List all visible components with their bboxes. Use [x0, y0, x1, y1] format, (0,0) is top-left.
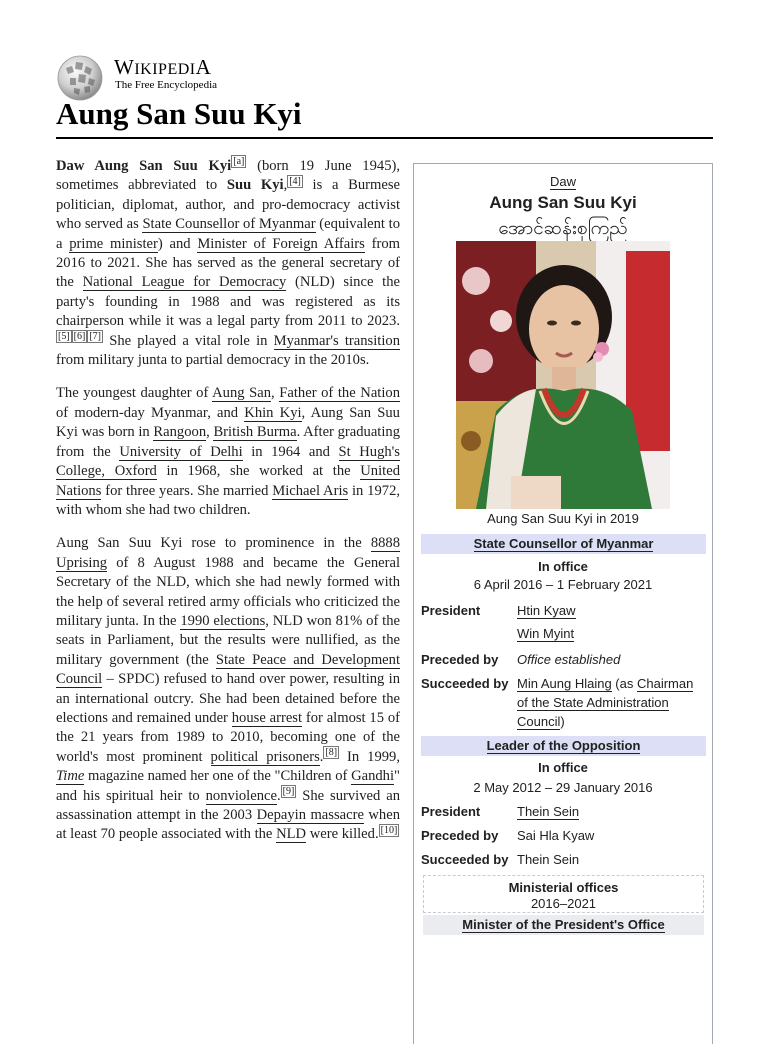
- link-british-burma[interactable]: British Burma: [213, 424, 297, 441]
- short-name: Suu Kyi: [226, 177, 284, 194]
- row-value: Thein Sein: [517, 852, 580, 867]
- link-foreign-minister[interactable]: Minister of Foreign Affairs: [197, 235, 365, 252]
- link-htin-kyaw[interactable]: Htin Kyaw: [517, 603, 576, 618]
- text: for almost 15 of the 21 years from 1989 to 2010, becoming one of the world's most prominent: [56, 709, 400, 765]
- text: ) and: [157, 235, 198, 252]
- subject-name: Daw Aung San Suu Kyi: [56, 158, 232, 174]
- footnote-10[interactable]: [379, 824, 400, 837]
- text: ,: [271, 385, 280, 402]
- footnote-link[interactable]: [9]: [282, 785, 295, 797]
- paragraph-3: [56, 534, 400, 845]
- footnote-8[interactable]: [323, 746, 339, 759]
- footnote-link[interactable]: [6]: [73, 330, 86, 342]
- wordmark-w: W: [114, 55, 135, 79]
- row-value: [517, 601, 707, 643]
- text: – SPDC) refused to hand over power, resulting in an international outcry. She had been detained before the elections and remained under: [56, 671, 400, 726]
- text: The youngest daughter of: [56, 385, 213, 402]
- page-title: Aung San Suu Kyi: [56, 96, 302, 131]
- office-title-link[interactable]: Minister of the President's Office: [462, 917, 665, 932]
- footnote-link[interactable]: [8]: [325, 746, 338, 758]
- text: from 2016 to 2021. She has served as the general secretary of the: [56, 235, 400, 291]
- wordmark-a: A: [195, 55, 212, 79]
- text: In 1999,: [339, 748, 400, 765]
- title-divider: [56, 137, 713, 139]
- text: .: [276, 787, 281, 804]
- office-dates: 2 May 2012 – 29 January 2016: [473, 780, 653, 795]
- office-title-link[interactable]: Leader of the Opposition: [486, 738, 641, 753]
- photo-caption: Aung San Suu Kyi in 2019: [487, 511, 639, 526]
- text: for three years. She married: [101, 482, 273, 499]
- footnote-link[interactable]: [7]: [89, 330, 102, 342]
- link-university-of-delhi[interactable]: University of Delhi: [119, 443, 243, 460]
- portrait-photo[interactable]: [456, 241, 670, 509]
- in-office-label: In office: [538, 760, 588, 775]
- office-title-link[interactable]: State Counsellor of Myanmar: [473, 536, 654, 551]
- wikipedia-wordmark[interactable]: [114, 55, 211, 80]
- footnote-6[interactable]: [72, 330, 88, 343]
- row-value: Office established: [517, 652, 621, 667]
- link-depayin-massacre[interactable]: Depayin massacre: [256, 807, 364, 823]
- text: in 1964 and: [242, 443, 339, 460]
- link-thein-sein[interactable]: Thein Sein: [517, 804, 580, 819]
- link-win-myint[interactable]: Win Myint: [517, 626, 575, 641]
- row-value: Sai Hla Kyaw: [517, 828, 595, 843]
- honorific-link[interactable]: Daw: [549, 174, 576, 189]
- link-father-of-nation[interactable]: Father of the Nation: [279, 385, 400, 402]
- wordmark-rest: IKIPEDI: [134, 61, 196, 78]
- link-nld-2[interactable]: NLD: [276, 826, 307, 843]
- paragraph-2: [56, 384, 400, 520]
- link-house-arrest[interactable]: house arrest: [231, 709, 303, 726]
- link-political-prisoners[interactable]: political prisoners: [210, 748, 320, 765]
- wikipedia-tagline: The Free Encyclopedia: [115, 79, 218, 91]
- ministerial-years: 2016–2021: [530, 896, 597, 911]
- link-8888-uprising[interactable]: 8888 Uprising: [56, 535, 400, 571]
- link-time-magazine[interactable]: Time: [56, 768, 85, 785]
- footnote-link[interactable]: [4]: [289, 175, 301, 187]
- row-label: Preceded by: [421, 652, 499, 667]
- row-label: Succeeded by: [421, 676, 509, 691]
- link-min-aung-hlaing[interactable]: Min Aung Hlaing: [517, 676, 612, 691]
- ministerial-offices-toggle[interactable]: [423, 875, 704, 913]
- text: " and his spiritual heir to: [56, 768, 400, 804]
- office-header-opposition-leader: [421, 736, 706, 756]
- text: is a Burmese politician, diplomat, author, and pro-democracy activist who served as: [56, 177, 400, 233]
- paragraph-1: Daw Aung San Suu Kyi [a] (born 19 June 1945), sometimes abbreviated to Suu Kyi, [4] is a Burmese politician, diplomat, author, and pro-democracy activist who served as State Counsellor of Myanmar (equivalent to a prime minister) and Minister of Foreign Affairs from 2016 to 2021. She has served as the general secretary of the National League for Democracy (NLD) since the party's founding in 1988 and was registered as its chairperson while it was a legal party from 2011 to 2023.[5] [6] [7] She played a vital role in Myanmar's transition from military junta to partial democracy in the 2010s.: [56, 156, 400, 369]
- link-sac-chairman[interactable]: Chairman of the State Administration Council: [517, 676, 694, 729]
- footnote-link[interactable]: [10]: [380, 824, 398, 836]
- ministerial-heading: Ministerial offices: [508, 880, 619, 895]
- link-1990-elections[interactable]: 1990 elections: [180, 612, 266, 629]
- office-dates: 6 April 2016 – 1 February 2021: [473, 577, 653, 592]
- link-michael-aris[interactable]: Michael Aris: [272, 482, 349, 499]
- footnote-link[interactable]: [a]: [233, 156, 245, 168]
- article-body: [56, 157, 400, 859]
- wikipedia-globe-icon[interactable]: [56, 54, 104, 102]
- text: in 1972, with whom she had two children.: [56, 482, 401, 518]
- link-myanmar-transition[interactable]: Myanmar's transition: [273, 332, 400, 349]
- text: ): [560, 714, 565, 729]
- footnote-5[interactable]: [56, 330, 72, 343]
- text: (NLD) since the party's founding in 1988 and was registered as its chairperson while it was a legal party from 2011 to 2023.: [56, 274, 400, 330]
- footnote-link[interactable]: [5]: [58, 330, 70, 342]
- text: when at least 70 people associated with the: [56, 807, 400, 843]
- text: magazine named her one of the "Children of: [84, 768, 352, 785]
- text: (as: [611, 676, 637, 691]
- text: ,: [206, 424, 214, 441]
- link-aung-san[interactable]: Aung San: [212, 385, 272, 402]
- row-label: Preceded by: [421, 828, 499, 843]
- footnote-4[interactable]: [287, 175, 303, 188]
- link-state-counsellor[interactable]: State Counsellor of Myanmar: [142, 216, 316, 233]
- row-label: Succeeded by: [421, 852, 509, 867]
- text: of 8 August 1988 and became the General Secretary of the NLD, which she had newly formed with the help of several retired army officials who criticized the military junta. In the: [56, 554, 400, 629]
- link-khin-kyi[interactable]: Khin Kyi: [244, 404, 302, 421]
- footnote-7[interactable]: [87, 330, 103, 343]
- text: in 1968, she worked at the: [156, 463, 361, 480]
- link-spdc[interactable]: State Peace and Development Council: [56, 651, 401, 688]
- footnote-9[interactable]: [281, 785, 297, 798]
- text: , NLD won 81% of the seats in Parliament, but the results were nullified, as the military government (the: [56, 612, 400, 668]
- row-label: President: [421, 603, 481, 618]
- row-value: [517, 802, 707, 821]
- text: (born 19 June 1945), sometimes abbreviated to: [56, 158, 400, 194]
- infobox-name: Aung San Suu Kyi: [489, 193, 637, 212]
- text: She played a vital role in: [103, 332, 274, 349]
- text: (equivalent to a: [56, 216, 400, 252]
- link-gandhi[interactable]: Gandhi: [351, 768, 395, 785]
- text: of modern-day Myanmar, and: [56, 404, 245, 421]
- infobox-honorific: [414, 174, 712, 189]
- text: , Aung San Suu Kyi was born in: [56, 404, 400, 441]
- text: . After graduating from the: [56, 424, 400, 460]
- infobox: [413, 163, 713, 1044]
- link-prime-minister[interactable]: prime minister: [69, 235, 158, 252]
- in-office-label: In office: [538, 559, 588, 574]
- text: .: [319, 748, 324, 765]
- link-nld[interactable]: National League for Democracy: [82, 274, 287, 291]
- row-label: President: [421, 804, 481, 819]
- office-header-state-counsellor: [421, 534, 706, 554]
- link-nonviolence[interactable]: nonviolence: [205, 787, 277, 804]
- infobox-native-name: အောင်ဆန်းစုကြည်: [498, 217, 628, 239]
- link-st-hughs-college[interactable]: St Hugh's College, Oxford: [56, 443, 400, 480]
- footnote-a[interactable]: [231, 155, 246, 168]
- link-united-nations[interactable]: United Nations: [56, 463, 400, 499]
- text: were killed.: [306, 826, 379, 843]
- link-rangoon[interactable]: Rangoon: [153, 424, 207, 441]
- text: She survived an assassination attempt in the 2003: [56, 787, 400, 823]
- text: from military junta to partial democracy in the 2010s.: [56, 352, 370, 369]
- office-header-presidents-office: [423, 915, 704, 935]
- row-value: [517, 674, 707, 731]
- text: Aung San Suu Kyi rose to prominence in the: [56, 535, 371, 552]
